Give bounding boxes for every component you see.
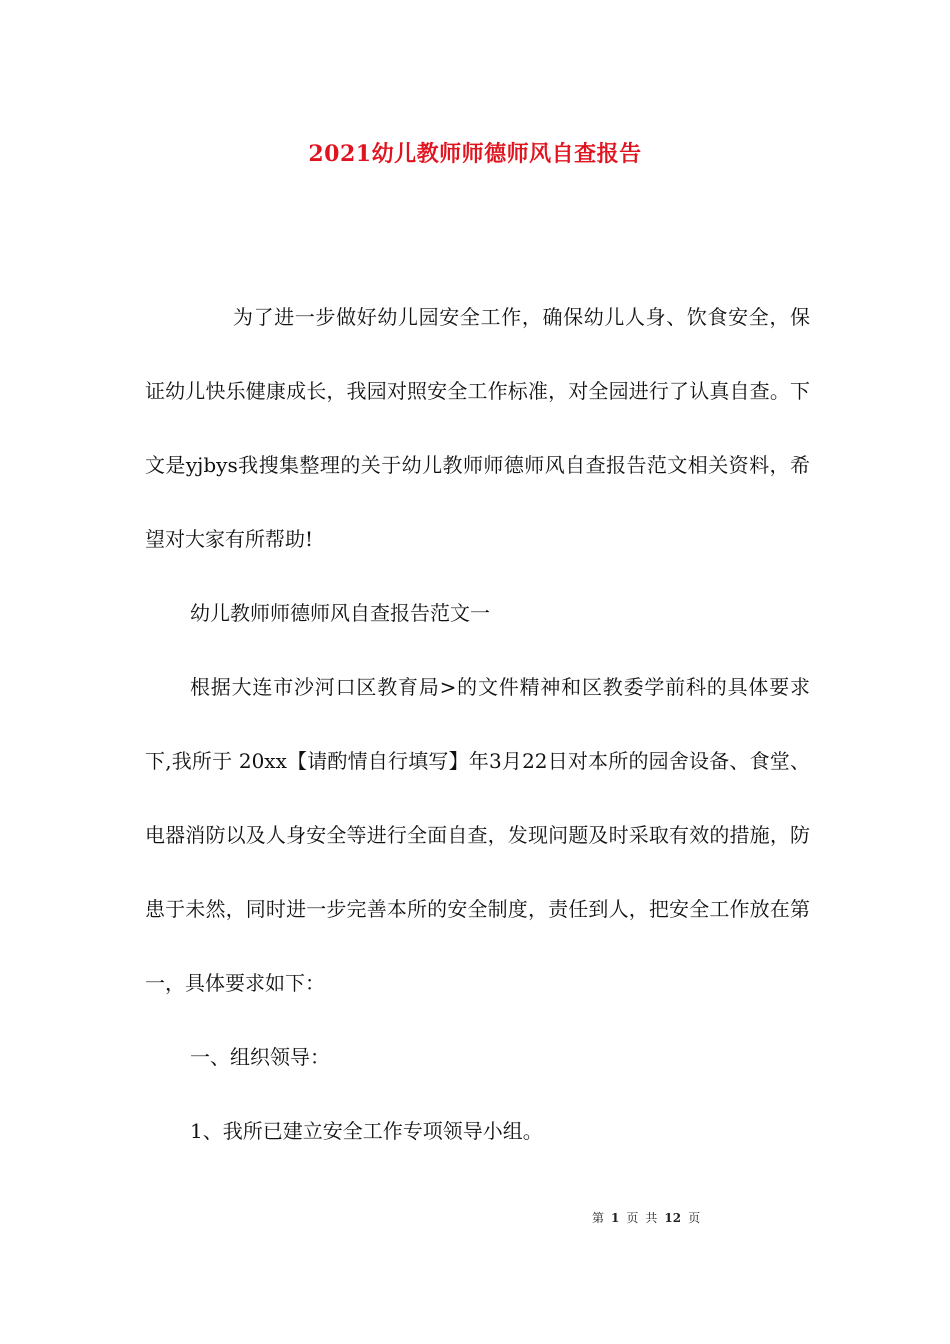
page-footer bbox=[592, 1208, 700, 1228]
document-body bbox=[145, 280, 810, 1168]
footer-mid1: 页 bbox=[626, 1211, 639, 1225]
paragraph-subheading: 幼儿教师师德师风自查报告范文一 bbox=[190, 601, 490, 625]
footer-mid2: 共 bbox=[645, 1211, 658, 1225]
paragraph-intro: 为了进一步做好幼儿园安全工作，确保幼儿人身、饮食安全，保证幼儿快乐健康成长，我园对照安全工作标准，对全园进行了认真自查。下文是yjbys我搜集整理的关于幼儿教师师德师风自查报告范文相关资料，希望对大家有所帮助! bbox=[145, 305, 810, 551]
footer-prefix: 第 bbox=[592, 1211, 605, 1225]
paragraph-section-heading: 一、组织领导： bbox=[190, 1045, 330, 1069]
footer-suffix: 页 bbox=[688, 1211, 701, 1225]
footer-total-pages: 12 bbox=[664, 1211, 682, 1225]
paragraph-item-1: 1、我所已建立安全工作专项领导小组。 bbox=[190, 1119, 543, 1143]
paragraph-main: 根据大连市沙河口区教育局>的文件精神和区教委学前科的具体要求下,我所于 20xx【请酌情自行填写】年3月22日对本所的园舍设备、食堂、电器消防以及人身安全等进行全面自查，发现问题及时采取有效的措施，防患于未然，同时进一步完善本所的安全制度，责任到人，把安全工作放在第一，具体要求如下： bbox=[145, 675, 810, 995]
document-title: 2021幼儿教师师德师风自查报告 bbox=[308, 141, 642, 167]
footer-page-number: 1 bbox=[611, 1211, 620, 1225]
